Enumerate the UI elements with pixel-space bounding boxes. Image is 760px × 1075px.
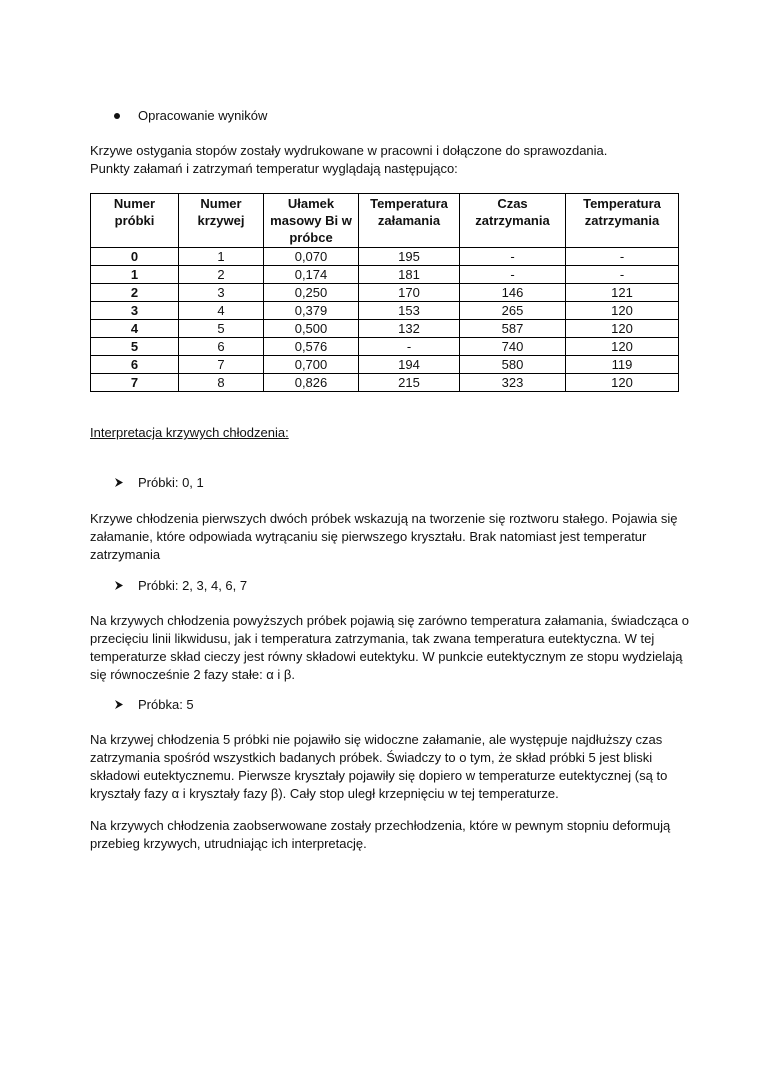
table-cell: 194 — [359, 356, 460, 374]
header-curve-number: Numer krzywej — [179, 194, 264, 248]
table-cell: 121 — [566, 284, 679, 302]
group-label-row — [114, 578, 247, 593]
table-cell: 0 — [91, 248, 179, 266]
arrow-bullet-icon — [114, 580, 124, 591]
group-label-row — [114, 475, 204, 490]
table-cell: 740 — [460, 338, 566, 356]
table-cell: - — [566, 266, 679, 284]
header-sample-number: Numer próbki — [91, 194, 179, 248]
table-cell: 5 — [179, 320, 264, 338]
table-cell: 181 — [359, 266, 460, 284]
table-row — [91, 266, 679, 284]
table-cell: 2 — [179, 266, 264, 284]
table-cell: 7 — [179, 356, 264, 374]
table-row — [91, 320, 679, 338]
table-cell: 1 — [91, 266, 179, 284]
table-cell: 195 — [359, 248, 460, 266]
table-cell: 0,576 — [264, 338, 359, 356]
table-cell: 153 — [359, 302, 460, 320]
table-cell: 4 — [91, 320, 179, 338]
closing-paragraph: Na krzywych chłodzenia zaobserwowane zostały przechłodzenia, które w pewnym stopniu deformują przebieg krzywych, utrudniając ich interpretację. — [90, 818, 671, 851]
table-cell: 120 — [566, 374, 679, 392]
table-cell: 2 — [91, 284, 179, 302]
table-cell: 7 — [91, 374, 179, 392]
table-cell: 6 — [91, 356, 179, 374]
table-cell: 1 — [179, 248, 264, 266]
header-bi-fraction: Ułamek masowy Bi w próbce — [264, 194, 359, 248]
table-cell: 265 — [460, 302, 566, 320]
group-label-row — [114, 697, 194, 712]
intro-line: Krzywe ostygania stopów zostały wydrukowane w pracowni i dołączone do sprawozdania. — [90, 143, 608, 158]
table-cell: 587 — [460, 320, 566, 338]
table-cell: 120 — [566, 302, 679, 320]
table-cell: 323 — [460, 374, 566, 392]
table-row — [91, 374, 679, 392]
table-cell: 0,174 — [264, 266, 359, 284]
table-cell: 3 — [179, 284, 264, 302]
table-cell: 215 — [359, 374, 460, 392]
table-row — [91, 338, 679, 356]
arrow-bullet-icon — [114, 699, 124, 710]
table-cell: 0,826 — [264, 374, 359, 392]
header-arrest-time: Czas zatrzymania — [460, 194, 566, 248]
table-cell: 170 — [359, 284, 460, 302]
bullet-icon — [114, 113, 120, 119]
table-cell: 3 — [91, 302, 179, 320]
table-cell: - — [359, 338, 460, 356]
table-row — [91, 302, 679, 320]
table-cell: 6 — [179, 338, 264, 356]
table-cell: 0,500 — [264, 320, 359, 338]
table-cell: 0,379 — [264, 302, 359, 320]
table-cell: 8 — [179, 374, 264, 392]
interpretation-heading: Interpretacja krzywych chłodzenia: — [90, 425, 289, 440]
arrow-bullet-icon — [114, 477, 124, 488]
table-cell: 0,070 — [264, 248, 359, 266]
group-label: Próbki: 2, 3, 4, 6, 7 — [138, 578, 248, 593]
group-label: Próbka: 5 — [138, 697, 194, 712]
intro-line: Punkty załamań i zatrzymań temperatur wyglądają następująco: — [90, 161, 458, 176]
table-cell: 119 — [566, 356, 679, 374]
section-heading: Opracowanie wyników — [138, 108, 268, 123]
table-cell: 132 — [359, 320, 460, 338]
table-row — [91, 284, 679, 302]
header-break-temperature: Temperatura załamania — [359, 194, 460, 248]
table-cell: 4 — [179, 302, 264, 320]
table-row — [91, 356, 679, 374]
intro-paragraph — [90, 142, 690, 178]
table-header-row — [91, 194, 679, 248]
header-arrest-temperature: Temperatura zatrzymania — [566, 194, 679, 248]
group-paragraph: Krzywe chłodzenia pierwszych dwóch próbek wskazują na tworzenie się roztworu stałego. Pojawia się załamanie, które odpowiada wytrącaniu się pierwszego kryształu. Brak natomiast jest temperatur zatrzymania — [90, 511, 678, 562]
table-cell: 5 — [91, 338, 179, 356]
table-cell: 0,250 — [264, 284, 359, 302]
table-row — [91, 248, 679, 266]
table-body — [91, 248, 679, 392]
table-cell: 120 — [566, 320, 679, 338]
table-cell: 0,700 — [264, 356, 359, 374]
table-cell: - — [460, 248, 566, 266]
table-cell: 120 — [566, 338, 679, 356]
section-heading-row — [114, 108, 267, 123]
table-cell: - — [460, 266, 566, 284]
table-cell: 146 — [460, 284, 566, 302]
group-label: Próbki: 0, 1 — [138, 475, 204, 490]
table-cell: - — [566, 248, 679, 266]
group-paragraph: Na krzywych chłodzenia powyższych próbek pojawią się zarówno temperatura załamania, świadcząca o przecięciu linii likwidusu, jak i temperatura zatrzymania, tak zwana temperatura eutektyczna. W tej temperaturze skład cieczy jest równy składowi eutektyku. W punkcie eutektycznym ze stopu wydzielają się równocześnie 2 fazy stałe: α i β. — [90, 613, 690, 682]
group-paragraph: Na krzywej chłodzenia 5 próbki nie pojawiło się widoczne załamanie, ale występuje najdłuższy czas zatrzymania spośród wszystkich badanych próbek. Świadczy to o tym, że skład próbki 5 jest bliski składowi eutektycznemu. Pierwsze kryształy pojawiły się dopiero w temperaturze eutektycznej (są to kryształy fazy α i kryształy fazy β). Cały stop uległ krzepnięciu w tej temperaturze. — [90, 732, 668, 801]
table-cell: 580 — [460, 356, 566, 374]
results-table — [90, 193, 679, 392]
